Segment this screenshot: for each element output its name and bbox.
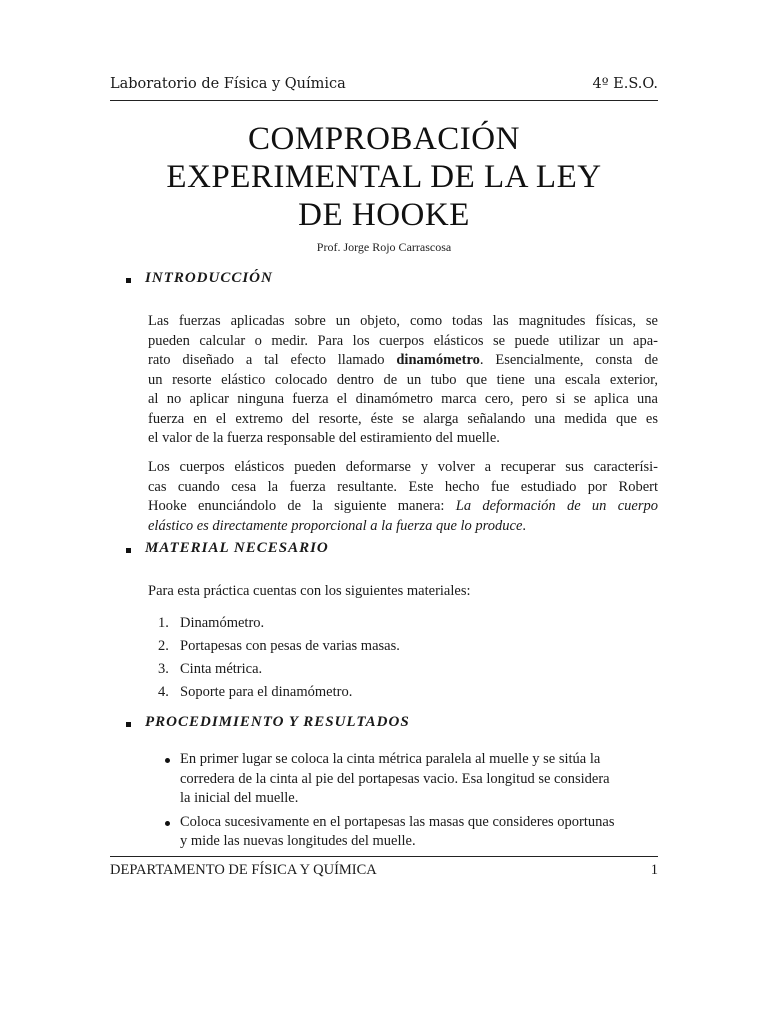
text-line: fuerza en el extremo del resorte, éste se alarga señalando una medida que es: [148, 410, 658, 427]
text-line: Los cuerpos elásticos pueden deformarse y volver a recuperar sus caracterísi-: [148, 459, 658, 475]
procedure-list: [163, 750, 658, 856]
text-line: y mide las nuevas longitudes del muelle.: [180, 833, 416, 849]
text-run: Hooke enunciándolo de la siguiente manera:: [148, 498, 456, 514]
italic-run: La deformación de un cuerpo: [455, 498, 658, 514]
list-item: [163, 750, 658, 809]
list-item: [158, 681, 658, 704]
text-line: Para esta práctica cuentas con los siguientes materiales:: [148, 583, 471, 599]
title-line-3: DE HOOKE: [298, 197, 470, 233]
section-heading-intro: [126, 270, 273, 287]
running-header: [110, 76, 658, 101]
document-title: [110, 120, 658, 234]
text-run: . Esencialmente, consta de: [479, 352, 659, 368]
intro-paragraph-2: [148, 458, 658, 536]
text-line: pueden calcular o medir. Para los cuerpos elásticos se puede utilizar un apa-: [148, 332, 658, 349]
text-line: [148, 351, 658, 371]
section-heading-text: INTRODUCCIÓN: [145, 270, 273, 286]
section-heading-text: MATERIAL NECESARIO: [145, 540, 329, 556]
footer-divider: [110, 856, 658, 857]
list-number: 2.: [158, 638, 169, 654]
section-heading-material: [126, 540, 329, 557]
running-footer: [110, 862, 658, 879]
square-bullet-icon: [126, 548, 131, 553]
list-item-text: Soporte para el dinamómetro.: [180, 684, 353, 700]
title-line-1: COMPROBACIÓN: [248, 121, 520, 157]
list-item-text: Dinamómetro.: [180, 615, 265, 631]
bold-term: dinamómetro: [396, 352, 480, 368]
text-run: .: [522, 517, 527, 534]
title-line-2: EXPERIMENTAL DE LA LEY: [166, 159, 602, 195]
list-item: [158, 635, 658, 658]
text-line: Las fuerzas aplicadas sobre un objeto, como todas las magnitudes físicas, se: [148, 313, 658, 329]
text-line: un resorte elástico colocado dentro de un tubo que tiene una escala exterior,: [148, 371, 658, 388]
list-item: [163, 813, 658, 852]
header-right: 4º E.S.O.: [592, 76, 658, 92]
round-bullet-icon: [165, 821, 170, 826]
text-line: [148, 497, 658, 517]
section-heading-text: PROCEDIMIENTO Y RESULTADOS: [145, 714, 410, 730]
list-item-text: Cinta métrica.: [180, 661, 263, 677]
author: Prof. Jorge Rojo Carrascosa: [316, 240, 452, 254]
text-line: En primer lugar se coloca la cinta métrica paralela al muelle y se sitúa la: [180, 751, 601, 767]
material-lead: [148, 582, 658, 602]
italic-run: elástico es directamente proporcional a la fuerza que lo produce: [148, 517, 523, 534]
list-number: 1.: [158, 615, 169, 631]
list-item: [158, 612, 658, 635]
list-item-text: Portapesas con pesas de varias masas.: [180, 638, 400, 654]
square-bullet-icon: [126, 278, 131, 283]
square-bullet-icon: [126, 722, 131, 727]
text-line: el valor de la fuerza responsable del estiramiento del muelle.: [148, 430, 500, 446]
text-line: cas cuando cesa la fuerza resultante. Este hecho fue estudiado por Robert: [148, 478, 658, 495]
round-bullet-icon: [165, 758, 170, 763]
text-run: rato diseñado a tal efecto llamado: [148, 352, 397, 368]
text-line: la inicial del muelle.: [180, 790, 299, 806]
list-item: [158, 658, 658, 681]
list-number: 3.: [158, 661, 169, 677]
section-heading-procedure: [126, 714, 410, 731]
intro-paragraph-1: [148, 312, 658, 449]
footer-left: DEPARTAMENTO DE FÍSICA Y QUÍMICA: [110, 862, 377, 878]
text-line: al no aplicar ninguna fuerza el dinamómetro marca cero, pero si se aplica una: [148, 391, 658, 407]
text-line: [148, 517, 658, 537]
list-number: 4.: [158, 684, 169, 700]
header-left: Laboratorio de Física y Química: [110, 76, 346, 92]
text-line: Coloca sucesivamente en el portapesas las masas que consideres oportunas: [180, 813, 615, 830]
page-number: 1: [650, 862, 658, 878]
material-list: [158, 612, 658, 704]
text-line: corredera de la cinta al pie del portapesas vacio. Esa longitud se considera: [180, 770, 610, 787]
